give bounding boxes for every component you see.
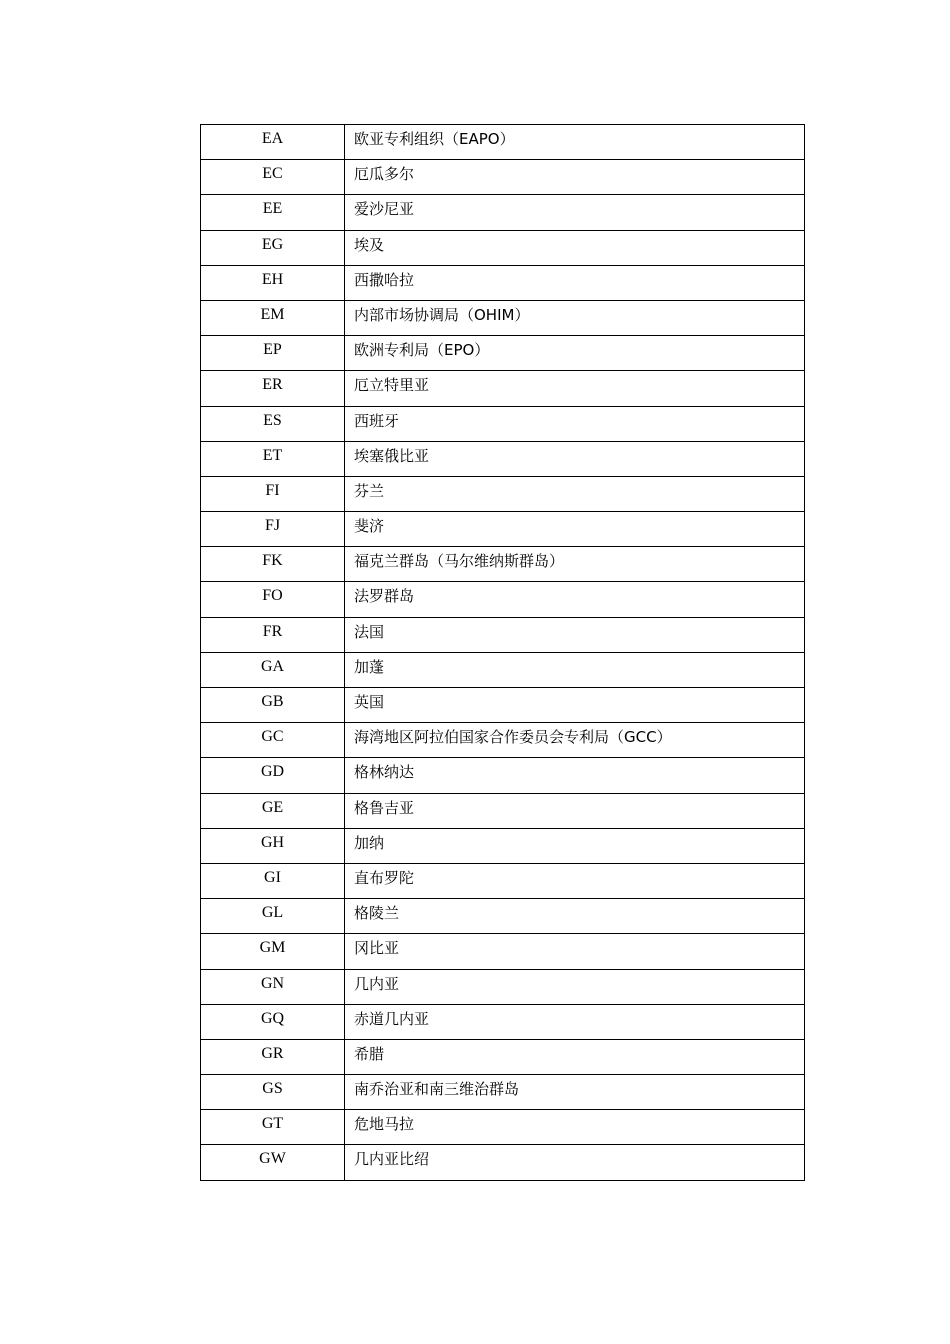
country-name-cell: 直布罗陀	[345, 863, 805, 898]
table-row	[201, 336, 805, 371]
country-name-cell: 法罗群岛	[345, 582, 805, 617]
table-row	[201, 723, 805, 758]
table-row	[201, 1004, 805, 1039]
table-row	[201, 547, 805, 582]
table-row	[201, 1145, 805, 1180]
table-row	[201, 512, 805, 547]
country-name-cell: 海湾地区阿拉伯国家合作委员会专利局（GCC）	[345, 723, 805, 758]
country-code-cell: GC	[201, 723, 345, 758]
country-code-cell: GT	[201, 1110, 345, 1145]
country-code-table-body	[201, 125, 805, 1181]
table-row	[201, 793, 805, 828]
country-code-cell: GR	[201, 1039, 345, 1074]
country-name-cell: 厄立特里亚	[345, 371, 805, 406]
country-name-cell: 危地马拉	[345, 1110, 805, 1145]
table-row	[201, 441, 805, 476]
country-name-cell: 加纳	[345, 828, 805, 863]
country-name-cell: 埃塞俄比亚	[345, 441, 805, 476]
table-row	[201, 863, 805, 898]
country-code-cell: EA	[201, 125, 345, 160]
country-code-cell: GE	[201, 793, 345, 828]
table-row	[201, 582, 805, 617]
country-name-cell: 希腊	[345, 1039, 805, 1074]
country-code-cell: FK	[201, 547, 345, 582]
country-name-cell: 爱沙尼亚	[345, 195, 805, 230]
table-row	[201, 406, 805, 441]
country-code-cell: EH	[201, 265, 345, 300]
table-row	[201, 371, 805, 406]
country-code-cell: EG	[201, 230, 345, 265]
country-code-cell: EC	[201, 160, 345, 195]
country-name-cell: 厄瓜多尔	[345, 160, 805, 195]
country-name-cell: 冈比亚	[345, 934, 805, 969]
country-code-cell: FJ	[201, 512, 345, 547]
country-name-cell: 欧洲专利局（EPO）	[345, 336, 805, 371]
country-code-cell: ET	[201, 441, 345, 476]
table-row	[201, 125, 805, 160]
table-row	[201, 934, 805, 969]
country-code-cell: FO	[201, 582, 345, 617]
country-code-cell: GL	[201, 899, 345, 934]
country-code-cell: GQ	[201, 1004, 345, 1039]
table-row	[201, 652, 805, 687]
table-row	[201, 476, 805, 511]
country-code-cell: ES	[201, 406, 345, 441]
country-name-cell: 西班牙	[345, 406, 805, 441]
country-code-cell: EE	[201, 195, 345, 230]
country-code-cell: GS	[201, 1075, 345, 1110]
table-row	[201, 688, 805, 723]
table-row	[201, 1075, 805, 1110]
table-row	[201, 1039, 805, 1074]
country-name-cell: 斐济	[345, 512, 805, 547]
country-name-cell: 内部市场协调局（OHIM）	[345, 300, 805, 335]
country-name-cell: 西撒哈拉	[345, 265, 805, 300]
country-name-cell: 格鲁吉亚	[345, 793, 805, 828]
country-name-cell: 福克兰群岛（马尔维纳斯群岛）	[345, 547, 805, 582]
country-name-cell: 埃及	[345, 230, 805, 265]
country-code-cell: GB	[201, 688, 345, 723]
country-name-cell: 欧亚专利组织（EAPO）	[345, 125, 805, 160]
table-row	[201, 265, 805, 300]
country-code-cell: GM	[201, 934, 345, 969]
table-row	[201, 828, 805, 863]
country-code-table	[200, 124, 805, 1181]
country-name-cell: 加蓬	[345, 652, 805, 687]
country-name-cell: 格林纳达	[345, 758, 805, 793]
country-name-cell: 芬兰	[345, 476, 805, 511]
country-code-cell: GI	[201, 863, 345, 898]
country-name-cell: 法国	[345, 617, 805, 652]
table-row	[201, 195, 805, 230]
table-row	[201, 230, 805, 265]
country-code-cell: FI	[201, 476, 345, 511]
country-name-cell: 英国	[345, 688, 805, 723]
table-row	[201, 969, 805, 1004]
country-name-cell: 几内亚	[345, 969, 805, 1004]
table-row	[201, 758, 805, 793]
country-code-cell: GD	[201, 758, 345, 793]
country-code-cell: ER	[201, 371, 345, 406]
table-row	[201, 160, 805, 195]
table-row	[201, 899, 805, 934]
country-code-cell: FR	[201, 617, 345, 652]
country-name-cell: 格陵兰	[345, 899, 805, 934]
country-name-cell: 赤道几内亚	[345, 1004, 805, 1039]
country-name-cell: 几内亚比绍	[345, 1145, 805, 1180]
table-row	[201, 1110, 805, 1145]
country-code-cell: GW	[201, 1145, 345, 1180]
country-name-cell: 南乔治亚和南三维治群岛	[345, 1075, 805, 1110]
table-row	[201, 617, 805, 652]
country-code-cell: GH	[201, 828, 345, 863]
country-code-cell: GN	[201, 969, 345, 1004]
table-row	[201, 300, 805, 335]
country-code-cell: EP	[201, 336, 345, 371]
country-code-cell: GA	[201, 652, 345, 687]
country-code-cell: EM	[201, 300, 345, 335]
